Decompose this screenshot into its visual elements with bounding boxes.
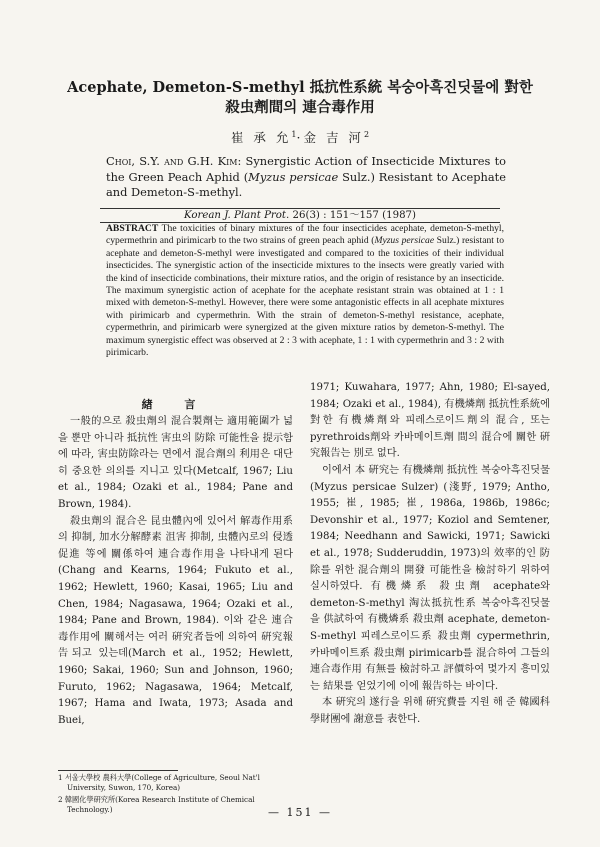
english-citation [106,154,506,201]
left-column-text [58,414,293,729]
citation-title-part-2: Sulz.) Resistant to Acephate and Demeton-S-methyl. [106,169,506,199]
author-2-name: 金 吉 河 [303,130,364,145]
page-number: — 151 — [268,806,332,819]
footnote-1: 1 서울大學校 農科大學(College of Agriculture, Seoul Nat'l University, Suwon, 170, Korea) [58,773,260,792]
author-2-affiliation-mark: 2 [363,129,370,139]
citation-species: Myzus persicae [248,169,339,184]
abstract-text-part-1: The toxicities of binary mixtures of the four insecticides acephate, demeton-S-methyl, cypermethrin and pirimicarb to the two strains of green peach aphid ( [106,223,504,247]
intro-paragraph-1: 一般的으로 殺虫劑의 混合製劑는 適用範圍가 넓을 뿐만 아니라 抵抗性 害虫의 防除 可能性을 提示함에 따라, 害虫防除라는 면에서 混合劑의 利用은 대단히 중요한 의의를 지니고 있다(Metcalf, 1967; Liu et al., 1984; Ozaki et al., 1984; Pane and Brown, 1984). [58,416,293,510]
footnote-2: 2 韓國化學硏究所(Korea Research Institute of Chemical Technology.) [58,795,255,814]
article-title [40,78,560,118]
footnote-divider [58,770,178,771]
journal-volume-pages: 26(3) : 151～157 (1987) [292,210,417,221]
journal-reference [100,208,500,223]
author-1-name: 崔 承 允 [230,130,292,145]
abstract-species: Myzus persicae [374,235,435,247]
citation-title-part-1: : Synergistic Action of Insecticide Mixtures to the Green Peach Aphid ( [106,154,507,184]
right-column [310,380,550,728]
citation-authors: Choi, S.Y. and G.H. Kim [106,154,238,168]
abstract [106,223,504,359]
right-column-text [310,380,550,728]
intro-paragraph-2-continued: 1971; Kuwahara, 1977; Ahn, 1980; El-sayed, 1984; Ozaki et al., 1984), 有機燐劑 抵抗性系統에 對한 有機燐劑와 피레스로이드劑의 混合, 또는 pyrethroids劑와 카바메이트劑 間의 混合에 關한 硏究報告는 別로 없다. [310,382,550,460]
abstract-heading: ABSTRACT [106,223,159,234]
author-separator: · [296,130,304,145]
title-line-2: 殺虫劑間의 連合毒作用 [225,99,375,116]
author-1-affiliation-mark: 1 [291,129,297,139]
intro-paragraph-3: 이에서 本 硏究는 有機燐劑 抵抗性 복숭아흑진딧물(Myzus persicae Sulzer) (淺野, 1979; Antho, 1955; 崔, 1985; 崔, 1986a, 1986b, 1986c; Devonshir et al., 1977; Koziol and Semtener, 1984; Needhann and Sawicki, 1971; Sawicki et al., 1978; Sudderuddin, 1973)의 效率的인 防除를 위한 混合劑의 開發 可能性을 檢討하기 위하여 실시하였다. 有機燐系 殺虫劑 acephate와 demeton-S-methyl 淘汰抵抗性系 복숭아흑진딧물을 供試하여 有機燐系 殺虫劑 acephate, demeton-S-methyl 피레스로이드系 殺虫劑 cypermethrin, 카바메이트系 殺虫劑 pirimicarb를 混合하여 그들의 連合毒作用 有無를 檢討하고 評價하여 몇가지 흥미있는 結果를 얻었기에 이에 報告하는 바이다. [310,464,550,692]
acknowledgement-paragraph: 本 硏究의 遂行을 위해 硏究費를 지원 해 준 韓國科學財團에 謝意를 表한다. [310,697,550,725]
title-line-1: Acephate, Demeton-S-methyl 抵抗性系統 복숭아흑진딧물에 對한 [67,79,533,96]
left-column [58,380,293,729]
author-line [40,128,560,146]
intro-paragraph-2: 殺虫劑의 混合은 昆虫體內에 있어서 解毒作用系의 抑制, 加水分解酵素 沮害 抑制, 虫體內로의 侵透促進 等에 關係하여 連合毒作用을 나타내게 된다(Chang and Kearns, 1964; Fukuto et al., 1962; Hewlett, 1960; Kasai, 1965; Liu and Chen, 1984; Nagasawa, 1964; Ozaki et al., 1984; Pane and Brown, 1984). 이와 같은 連合毒作用에 關해서는 여러 硏究者들에 의하여 硏究報告되고 있는데(March et al., 1952; Hewlett, 1960; Sakai, 1960; Sun and Johnson, 1960; Furuto, 1962; Nagasawa, 1964; Metcalf, 1967; Hama and Iwata, 1973; Asada and Buei, [58,515,293,726]
abstract-text-part-2: Sulz.) resistant to acephate and demeton-S-methyl were investigated and compared to the toxicities of their individual insecticides. The synergistic action of the insecticide mixtures to the insects were greatly varied with the kind of insecticide combinations, their mixture ratios, and the origin of resistance by an insecticide. The maximum synergistic action of acephate for the acephate resistant strain was obtained at 1 : 1 mixed with demeton-S-methyl. However, there were some antagonistic effects in all acephate mixtures with pirimicarb and cypermethrin. With the strain of demeton-S-methyl resistance, acephate, cypermethrin, and pirimicarb were synergized at the given mixture ratios by demeton-S-methyl. The maximum synergistic effect was observed at 2 : 3 with acephate, 1 : 1 with cypermethrin and 3 : 2 with pirimicarb. [106,235,504,359]
section-heading-introduction: 緖 言 [141,398,210,411]
journal-name: Korean J. Plant Prot. [183,210,290,221]
